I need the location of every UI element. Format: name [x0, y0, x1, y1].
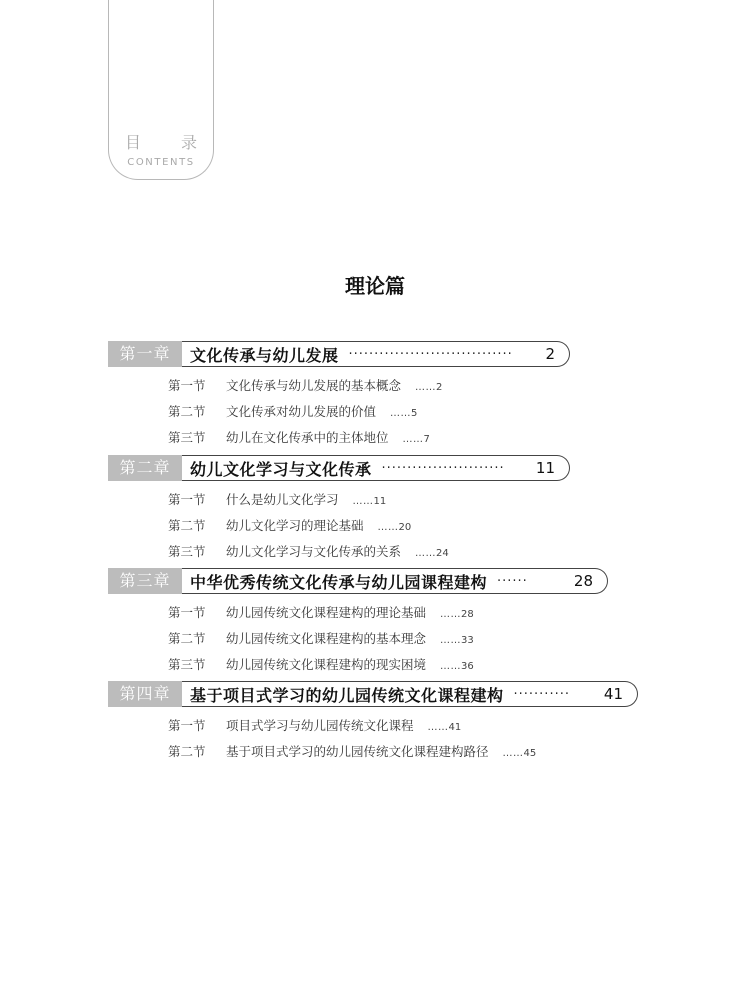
- leader-dots: ……: [390, 408, 412, 419]
- section-title: 幼儿文化学习的理论基础: [226, 518, 364, 533]
- section-page: 45: [523, 748, 537, 759]
- section-number: 第一节: [168, 605, 206, 620]
- section-3-1[interactable]: [168, 603, 474, 621]
- section-title: 幼儿文化学习与文化传承的关系: [226, 544, 402, 559]
- section-number: 第二节: [168, 404, 206, 419]
- section-number: 第一节: [168, 378, 206, 393]
- leader-dots: ……: [415, 382, 437, 393]
- section-number: 第一节: [168, 718, 206, 733]
- section-page: 33: [461, 635, 474, 646]
- section-page: 20: [398, 522, 412, 533]
- chapter-page: 41: [603, 685, 623, 703]
- section-title: 幼儿园传统文化课程建构的现实困境: [226, 657, 427, 672]
- chapter-title-box: [182, 681, 638, 707]
- leader-dots: ……: [440, 635, 462, 646]
- section-title: 文化传承对幼儿发展的价值: [226, 404, 377, 419]
- section-page: 24: [436, 548, 449, 559]
- chapter-2[interactable]: [108, 455, 570, 481]
- contents-tab: [108, 0, 214, 180]
- section-2-2[interactable]: [168, 516, 411, 534]
- section-number: 第二节: [168, 631, 206, 646]
- section-number: 第三节: [168, 657, 206, 672]
- section-title: 什么是幼儿文化学习: [226, 492, 339, 507]
- section-number: 第二节: [168, 518, 206, 533]
- leader-dots: ……: [440, 609, 462, 620]
- leader-dots: ······: [497, 573, 528, 589]
- leader-dots: ……: [352, 496, 374, 507]
- chapter-1[interactable]: [108, 341, 570, 367]
- section-title: 幼儿园传统文化课程建构的理论基础: [226, 605, 427, 620]
- contents-heading-en: CONTENTS: [127, 157, 195, 168]
- section-1-3[interactable]: [168, 428, 430, 446]
- chapter-page: 2: [545, 345, 555, 363]
- section-page: 41: [448, 722, 462, 733]
- chapter-4[interactable]: [108, 681, 638, 707]
- section-title: 基于项目式学习的幼儿园传统文化课程建构路径: [226, 744, 489, 759]
- section-title: 项目式学习与幼儿园传统文化课程: [226, 718, 414, 733]
- chapter-label: 第四章: [108, 681, 182, 707]
- section-page: 2: [436, 382, 443, 393]
- leader-dots: ……: [427, 722, 449, 733]
- contents-heading-char-1: 目: [125, 133, 142, 152]
- chapter-title: 幼儿文化学习与文化传承: [190, 459, 372, 479]
- chapter-title-box: [182, 341, 570, 367]
- section-4-2[interactable]: [168, 742, 536, 760]
- leader-dots: ……: [502, 748, 524, 759]
- section-page: 28: [461, 609, 474, 620]
- contents-heading-zh: [109, 130, 213, 153]
- chapter-page: 11: [535, 459, 555, 477]
- leader-dots: ……: [415, 548, 437, 559]
- leader-dots: ……: [377, 522, 399, 533]
- contents-heading-char-2: 录: [180, 133, 197, 152]
- chapter-label: 第三章: [108, 568, 182, 594]
- chapter-label: 第一章: [108, 341, 182, 367]
- leader-dots: ……: [402, 434, 424, 445]
- leader-dots: ···········: [513, 686, 570, 702]
- chapter-label: 第二章: [108, 455, 182, 481]
- section-2-1[interactable]: [168, 490, 386, 508]
- section-number: 第一节: [168, 492, 206, 507]
- part-title: 理论篇: [345, 274, 405, 298]
- section-title: 幼儿园传统文化课程建构的基本理念: [226, 631, 427, 646]
- section-number: 第三节: [168, 430, 206, 445]
- leader-dots: ································: [348, 346, 513, 362]
- section-page: 36: [461, 661, 474, 672]
- section-1-1[interactable]: [168, 376, 442, 394]
- section-page: 7: [423, 434, 430, 445]
- chapter-title: 中华优秀传统文化传承与幼儿园课程建构: [190, 572, 488, 592]
- chapter-title: 文化传承与幼儿发展: [190, 345, 339, 365]
- chapter-title: 基于项目式学习的幼儿园传统文化课程建构: [190, 685, 504, 705]
- section-3-3[interactable]: [168, 655, 474, 673]
- leader-dots: ……: [440, 661, 462, 672]
- section-title: 文化传承与幼儿发展的基本概念: [226, 378, 402, 393]
- leader-dots: ························: [381, 460, 505, 476]
- chapter-title-box: [182, 568, 608, 594]
- section-page: 11: [373, 496, 387, 507]
- section-number: 第三节: [168, 544, 206, 559]
- chapter-3[interactable]: [108, 568, 608, 594]
- section-1-2[interactable]: [168, 402, 417, 420]
- section-title: 幼儿在文化传承中的主体地位: [226, 430, 389, 445]
- section-number: 第二节: [168, 744, 206, 759]
- chapter-page: 28: [573, 572, 593, 590]
- section-4-1[interactable]: [168, 716, 461, 734]
- section-page: 5: [411, 408, 418, 419]
- section-2-3[interactable]: [168, 542, 449, 560]
- section-3-2[interactable]: [168, 629, 474, 647]
- chapter-title-box: [182, 455, 570, 481]
